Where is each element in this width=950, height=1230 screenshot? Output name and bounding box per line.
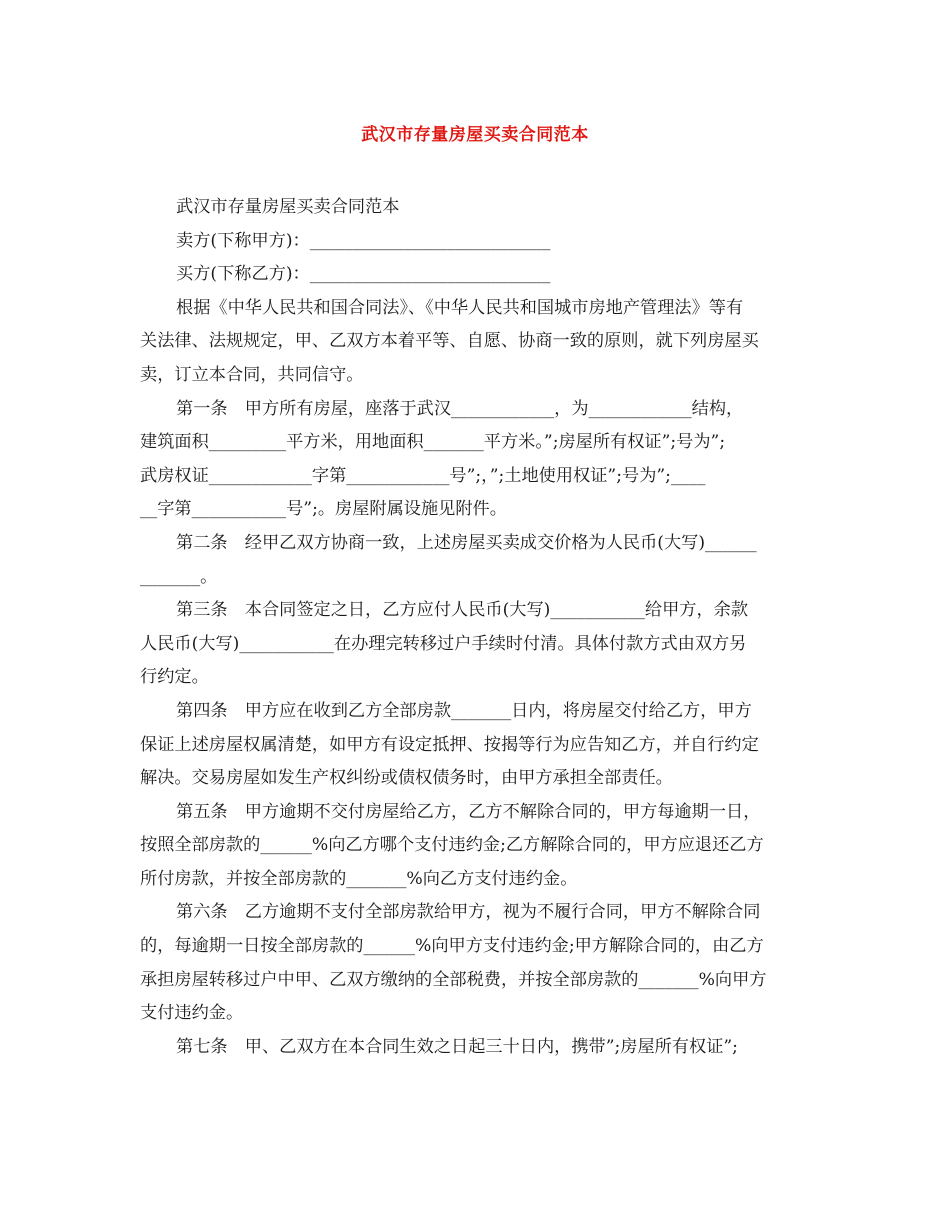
article-3-line: 人民币(大写)___________在办理完转移过户手续时付清。具体付款方式由双方另 — [140, 633, 747, 654]
article-5-line: 按照全部房款的______%向乙方哪个支付违约金;乙方解除合同的，甲方应退还乙方 — [140, 835, 764, 856]
preamble-line: 卖，订立本合同，共同信守。 — [140, 364, 364, 385]
article-2-line: _______。 — [140, 566, 218, 587]
seller-line: 卖方(下称甲方)：____________________________ — [176, 230, 551, 251]
article-6-line: 承担房屋转移过户中甲、乙双方缴纳的全部税费，并按全部房款的_______%向甲方 — [140, 969, 767, 990]
article-7-line: 第七条 甲、乙双方在本合同生效之日起三十日内，携带”;房屋所有权证”; — [176, 1036, 738, 1057]
article-3-line: 第三条 本合同签定之日，乙方应付人民币(大写)___________给甲方，余款 — [176, 600, 749, 621]
article-4-line: 解决。交易房屋如发生产权纠纷或债权债务时，由甲方承担全部责任。 — [140, 768, 673, 789]
preamble-line: 关法律、法规规定，甲、乙双方本着平等、自愿、协商一致的原则，就下列房屋买 — [140, 331, 759, 352]
article-6-line: 的，每逾期一日按全部房款的______%向甲方支付违约金;甲方解除合同的，由乙方 — [140, 936, 764, 957]
article-6-line: 第六条 乙方逾期不支付全部房款给甲方，视为不履行合同，甲方不解除合同 — [176, 902, 761, 923]
preamble-line: 根据《中华人民共和国合同法》、《中华人民共和国城市房地产管理法》等有 — [176, 297, 744, 318]
article-2-line: 第二条 经甲乙双方协商一致，上述房屋买卖成交价格为人民币(大写)______ — [176, 532, 757, 553]
article-5-line: 所付房款，并按全部房款的_______%向乙方支付违约金。 — [140, 868, 578, 889]
subtitle-line: 武汉市存量房屋买卖合同范本 — [176, 197, 400, 217]
article-1-line: 第一条 甲方所有房屋，座落于武汉____________，为____________结构， — [176, 398, 744, 419]
document-body — [140, 191, 820, 1064]
article-1-line: 建筑面积_________平方米，用地面积_______平方米。”;房屋所有权证”;号为”; — [140, 432, 726, 453]
document-title: 武汉市存量房屋买卖合同范本 — [361, 125, 589, 145]
article-4-line: 保证上述房屋权属清楚，如甲方有设定抵押、按揭等行为应告知乙方，并自行约定 — [140, 734, 759, 755]
article-3-line: 行约定。 — [140, 667, 209, 688]
article-4-line: 第四条 甲方应在收到乙方全部房款_______日内，将房屋交付给乙方，甲方 — [176, 700, 752, 721]
buyer-line: 买方(下称乙方)：____________________________ — [176, 264, 551, 285]
article-5-line: 第五条 甲方逾期不交付房屋给乙方，乙方不解除合同的，甲方每逾期一日， — [176, 801, 761, 822]
article-6-line: 支付违约金。 — [140, 1003, 244, 1024]
article-1-line: __字第___________号”;。房屋附属设施见附件。 — [140, 499, 507, 520]
article-1-line: 武房权证____________字第____________号”;，”;土地使用权证”;号为”;____ — [140, 465, 706, 486]
